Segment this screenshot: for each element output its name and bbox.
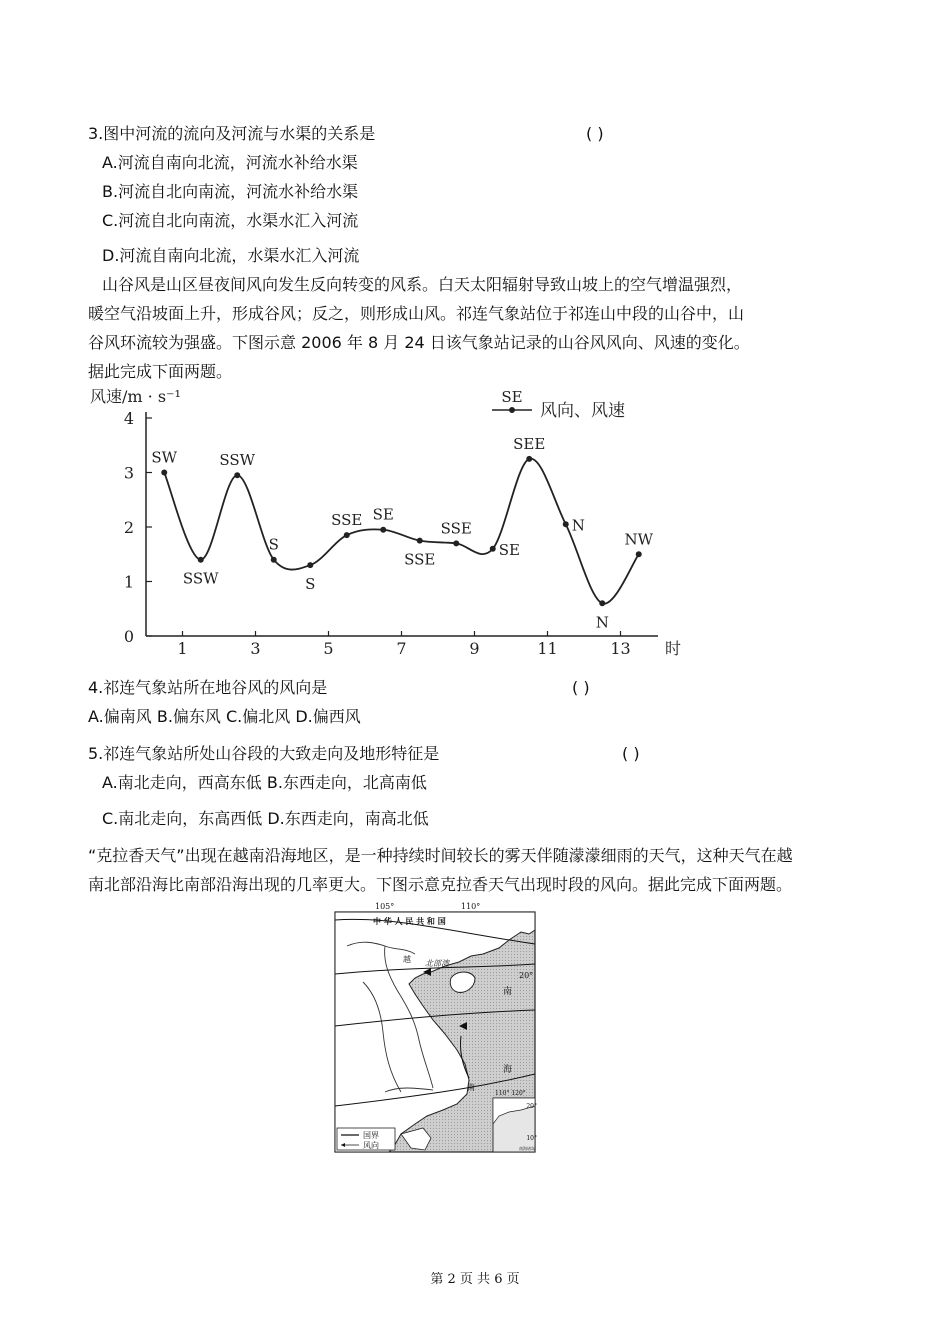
chart-point-label: S: [268, 535, 279, 554]
chart-point: [234, 472, 240, 478]
map-label-south-vietnam: 南: [467, 1083, 475, 1092]
chart-ylabel: 风速/m · s⁻¹: [90, 387, 181, 406]
chart-ytick-label: 2: [123, 518, 134, 537]
chart-ytick-label: 0: [123, 627, 134, 646]
chart-point-label: SE: [372, 505, 394, 524]
chart-point: [161, 470, 167, 476]
chart-legend-marker: [509, 407, 515, 413]
passage1-line-3: 谷风环流较为强盛。下图示意 2006 年 8 月 24 日该气象站记录的山谷风风向、风速的变化。: [88, 333, 750, 352]
chart-point-label: SE: [498, 540, 520, 559]
chart-point: [271, 557, 277, 563]
chart-point-label: SSE: [440, 519, 472, 538]
chart-legend-label: 风向、风速: [540, 401, 625, 421]
map-lon-label: 110°: [461, 902, 481, 911]
chart-point: [307, 562, 313, 568]
chart-point: [636, 551, 642, 557]
chart-point: [380, 527, 386, 533]
chart-point-label: SW: [151, 448, 178, 467]
map-lon-label: 105°: [375, 902, 395, 911]
chart-point-label: NW: [624, 530, 654, 549]
chart-xtick-label: 7: [396, 639, 407, 658]
chart-xtick-label: 1: [177, 639, 188, 658]
map-inset-lat: 10°: [526, 1135, 537, 1142]
chart-point: [599, 600, 605, 606]
passage1-line-4: 据此完成下面两题。: [88, 362, 233, 381]
q3-option-b: B.河流自北向南流，河流水补给水渠: [102, 182, 359, 201]
chart-point: [526, 456, 532, 462]
q4-options: A.偏南风 B.偏东风 C.偏北风 D.偏西风: [88, 707, 361, 726]
passage2-line-2: 南北部沿海比南部沿海出现的几率更大。下图示意克拉香天气出现时段的风向。据此完成下面两题。: [88, 875, 793, 894]
chart-ytick-label: 1: [123, 572, 134, 592]
chart-xtick-label: 9: [469, 639, 480, 658]
map-inset-note: 南海诸岛: [519, 1146, 535, 1151]
chart-point-label: N: [595, 613, 609, 632]
map-label-gulf-tonkin: 北部湾: [425, 959, 449, 968]
chart-point: [563, 521, 569, 527]
chart-points: [151, 435, 653, 631]
page-footer: 第 2 页 共 6 页: [430, 1272, 520, 1287]
chart-point: [344, 532, 350, 538]
map-country-label: 中 华 人 民 共 和 国: [373, 916, 446, 926]
chart-ytick-label: 4: [123, 409, 134, 428]
chart-ytick-label: 3: [123, 463, 134, 483]
chart-legend: [492, 388, 625, 421]
map-inset-lat: 20°: [526, 1103, 537, 1110]
q5-answer-paren: ( ): [622, 744, 640, 763]
chart-point: [453, 540, 459, 546]
chart-point: [490, 546, 496, 552]
q5-options-2: C.南北走向，东高西低 D.东西走向，南高北低: [102, 809, 429, 828]
chart-legend-sample-label: SE: [501, 388, 523, 406]
chart-point-label: SEE: [513, 434, 546, 453]
q4-answer-paren: ( ): [572, 678, 590, 697]
q3-option-c: C.河流自北向南流，水渠水汇入河流: [102, 211, 359, 230]
chart-point-label: SSE: [331, 511, 363, 530]
chart-point-label: N: [571, 516, 585, 535]
map-inset-lon: 110° 120°: [495, 1090, 526, 1097]
passage1-line-2: 暖空气沿坡面上升，形成谷风；反之，则形成山风。祁连气象站位于祁连山中段的山谷中，山: [88, 304, 745, 323]
chart-xlabel: 时: [664, 639, 682, 658]
q4-stem: 4.祁连气象站所在地谷风的风向是: [88, 678, 328, 697]
chart-ticks: [124, 409, 631, 658]
chart-point: [198, 557, 204, 563]
chart-xtick-label: 11: [537, 639, 558, 658]
chart-xtick-label: 3: [250, 639, 261, 658]
map-legend-wind-label: 风向: [363, 1141, 379, 1150]
chart-xtick-label: 13: [610, 639, 631, 658]
map-label-vietnam: 越: [403, 955, 411, 964]
chart-series-line: [164, 459, 639, 604]
chart-point-label: S: [305, 575, 316, 594]
q3-option-a: A.河流自南向北流，河流水补给水渠: [102, 153, 358, 172]
chart-point-label: SSE: [404, 550, 436, 569]
q3-option-d: D.河流自南向北流，水渠水汇入河流: [102, 246, 360, 265]
passage1-line-1: 山谷风是山区昼夜间风向发生反向转变的风系。白天太阳辐射导致山坡上的空气增温强烈，: [102, 275, 743, 294]
vietnam-map: [333, 902, 538, 1157]
map-legend-border-label: 国界: [363, 1131, 379, 1140]
chart-point: [417, 538, 423, 544]
q3-answer-paren: ( ): [586, 124, 604, 143]
q5-options-1: A.南北走向，西高东低 B.东西走向，北高南低: [102, 773, 427, 792]
chart-point-label: SSW: [219, 451, 256, 470]
map-label-south: 南: [503, 987, 513, 997]
chart-xtick-label: 5: [323, 639, 334, 658]
passage2-line-1: “克拉香天气”出现在越南沿海地区，是一种持续时间较长的雾天伴随濛濛细雨的天气，这种天气在越: [88, 846, 793, 865]
q3-stem: 3.图中河流的流向及河流与水渠的关系是: [88, 124, 376, 143]
q5-stem: 5.祁连气象站所处山谷段的大致走向及地形特征是: [88, 744, 440, 763]
chart-point-label: SSW: [182, 569, 219, 588]
wind-chart: [88, 380, 688, 670]
map-lat-label: 20°: [519, 971, 534, 980]
map-label-sea: 海: [503, 1065, 513, 1075]
